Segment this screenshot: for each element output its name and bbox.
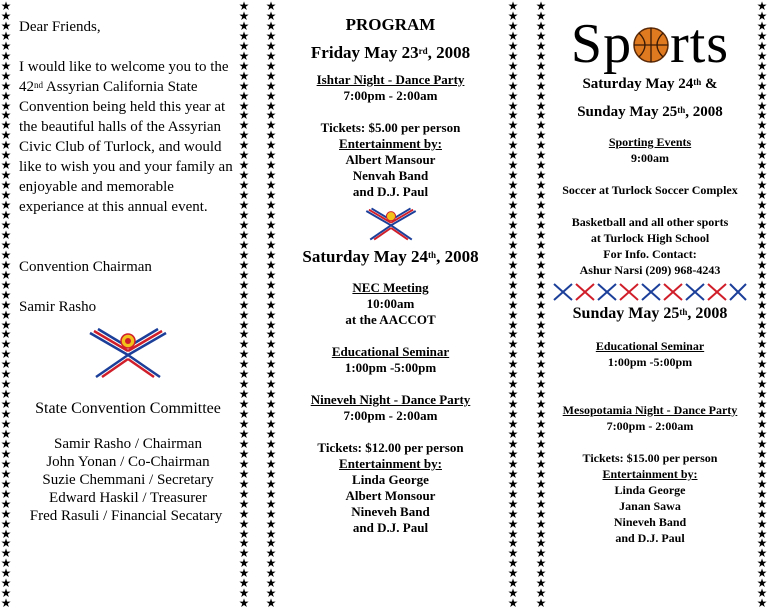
nec-place: at the AACCOT (345, 312, 436, 327)
soccer-info: Soccer at Turlock Soccer Complex (562, 183, 738, 197)
sports-edu-time: 1:00pm -5:00pm (607, 355, 693, 369)
welcome-letter: I would like to welcome you to the 42nd Assyrian California State Convention being held this year at the beautiful halls of the Assyrian Civic Club of Turlock, and would like to wish you and your family an enjoyable and memorable experiance at this annual event. (19, 59, 233, 215)
star-border-right-1: ★ ★ ★ ★ ★ ★ ★ ★ ★ ★ ★ ★ ★ ★ ★ ★ ★ ★ ★ ★ ★ ★ ★ ★ ★ ★ ★ ★ ★ ★ ★ ★ ★ ★ ★ ★ ★ ★ ★ ★ ★ ★ ★ ★ ★ ★ ★ ★ ★ ★ ★ ★ ★ ★ ★ ★ ★ ★ ★ ★ ★ (238, 0, 250, 610)
nineveh-time: 7:00pm - 2:00am (343, 408, 438, 423)
meso-ent-item: and D.J. Paul (615, 531, 685, 545)
sports-panel (532, 0, 768, 610)
nineveh-ent-label: Entertainment by: (339, 456, 442, 471)
nineveh-ent-item: Nineveh Band (351, 504, 430, 519)
committee-list (19, 435, 237, 525)
committee-member: Suzie Chemmani / Secretary (42, 472, 214, 488)
friday-heading: Friday May 23rd, 2008 (310, 43, 471, 62)
sports-saturday-date: Saturday May 24th & (582, 76, 718, 92)
sports-logo: Sp rts (570, 13, 730, 75)
nineveh-tickets: Tickets: $12.00 per person (317, 440, 464, 455)
ishtar-ent-item: Albert Mansour (345, 152, 436, 167)
saturday-heading: Saturday May 24th, 2008 (302, 247, 479, 266)
meso-ent-label: Entertainment by: (602, 467, 698, 481)
meso-time: 7:00pm - 2:00am (606, 419, 694, 433)
ishtar-ent-item: Nenvah Band (352, 168, 429, 183)
sports-sunday-date: Sunday May 25th, 2008 (577, 104, 723, 120)
meso-ent-item: Janan Sawa (619, 499, 681, 513)
program-title: PROGRAM (345, 15, 436, 34)
basketball-line: For Info. Contact: (603, 247, 697, 261)
star-border-bottom (0, 589, 768, 601)
meso-ent-item: Nineveh Band (613, 515, 687, 529)
sports-content (546, 14, 754, 546)
edu-time: 1:00pm -5:00pm (344, 360, 437, 375)
meso-tickets: Tickets: $15.00 per person (582, 451, 718, 465)
sporting-title: Sporting Events (608, 135, 692, 149)
committee-member: Fred Rasuli / Financial Secatary (29, 508, 223, 524)
committee-member: John Yonan / Co-Chairman (46, 454, 210, 470)
nec-title: NEC Meeting (352, 280, 429, 295)
program-content (278, 14, 503, 536)
welcome-content (19, 17, 237, 525)
flag-strip-icon (552, 282, 748, 302)
welcome-panel (0, 0, 250, 610)
ishtar-title: Ishtar Night - Dance Party (316, 72, 465, 87)
nineveh-ent-item: and D.J. Paul (352, 520, 429, 535)
committee-title: State Convention Committee (35, 400, 221, 417)
basketball-line: Basketball and all other sports (571, 215, 729, 229)
ishtar-time: 7:00pm - 2:00am (343, 88, 438, 103)
meso-title: Mesopotamia Night - Dance Party (562, 403, 738, 417)
chairman-name: Samir Rasho (19, 299, 97, 315)
nineveh-title: Nineveh Night - Dance Party (310, 392, 471, 407)
program-panel (262, 0, 519, 610)
assyrian-flag-icon (88, 327, 168, 379)
nec-time: 10:00am (366, 296, 415, 311)
committee-member: Edward Haskil / Treasurer (49, 490, 207, 506)
nineveh-ent-item: Linda George (352, 472, 429, 487)
star-border-right-3: ★ ★ ★ ★ ★ ★ ★ ★ ★ ★ ★ ★ ★ ★ ★ ★ ★ ★ ★ ★ ★ ★ ★ ★ ★ ★ ★ ★ ★ ★ ★ ★ ★ ★ ★ ★ ★ ★ ★ ★ ★ ★ ★ ★ ★ ★ ★ ★ ★ ★ ★ ★ ★ ★ ★ ★ ★ ★ ★ ★ ★ (756, 0, 768, 610)
basketball-icon (632, 26, 670, 64)
edu-title: Educational Seminar (331, 344, 450, 359)
assyrian-flag-icon (365, 204, 417, 244)
star-border-left-1: ★ ★ ★ ★ ★ ★ ★ ★ ★ ★ ★ ★ ★ ★ ★ ★ ★ ★ ★ ★ ★ ★ ★ ★ ★ ★ ★ ★ ★ ★ ★ ★ ★ ★ ★ ★ ★ ★ ★ ★ ★ ★ ★ ★ ★ ★ ★ ★ ★ ★ ★ ★ ★ ★ ★ ★ ★ ★ ★ ★ ★ (0, 0, 12, 610)
sports-sunday-heading: Sunday May 25th, 2008 (572, 305, 728, 322)
nineveh-ent-item: Albert Monsour (345, 488, 436, 503)
star-border-left-2: ★ ★ ★ ★ ★ ★ ★ ★ ★ ★ ★ ★ ★ ★ ★ ★ ★ ★ ★ ★ ★ ★ ★ ★ ★ ★ ★ ★ ★ ★ ★ ★ ★ ★ ★ ★ ★ ★ ★ ★ ★ ★ ★ ★ ★ ★ ★ ★ ★ ★ ★ ★ ★ ★ ★ ★ ★ ★ ★ ★ ★ (265, 0, 277, 610)
star-border-right-2: ★ ★ ★ ★ ★ ★ ★ ★ ★ ★ ★ ★ ★ ★ ★ ★ ★ ★ ★ ★ ★ ★ ★ ★ ★ ★ ★ ★ ★ ★ ★ ★ ★ ★ ★ ★ ★ ★ ★ ★ ★ ★ ★ ★ ★ ★ ★ ★ ★ ★ ★ ★ ★ ★ ★ ★ ★ ★ ★ ★ ★ (507, 0, 519, 610)
ishtar-ent-label: Entertainment by: (339, 136, 442, 151)
ishtar-ent-item: and D.J. Paul (352, 184, 429, 199)
meso-ent-item: Linda George (614, 483, 686, 497)
sporting-time: 9:00am (631, 151, 669, 165)
ishtar-tickets: Tickets: $5.00 per person (320, 120, 461, 135)
chairman-role: Convention Chairman (19, 259, 152, 275)
star-border-left-3: ★ ★ ★ ★ ★ ★ ★ ★ ★ ★ ★ ★ ★ ★ ★ ★ ★ ★ ★ ★ ★ ★ ★ ★ ★ ★ ★ ★ ★ ★ ★ ★ ★ ★ ★ ★ ★ ★ ★ ★ ★ ★ ★ ★ ★ ★ ★ ★ ★ ★ ★ ★ ★ ★ ★ ★ ★ ★ ★ ★ ★ (535, 0, 547, 610)
committee-member: Samir Rasho / Chairman (54, 436, 202, 452)
basketball-line: at Turlock High School (590, 231, 710, 245)
basketball-line: Ashur Narsi (209) 968-4243 (579, 263, 721, 277)
greeting: Dear Friends, (19, 19, 101, 35)
sports-edu-title: Educational Seminar (595, 339, 705, 353)
